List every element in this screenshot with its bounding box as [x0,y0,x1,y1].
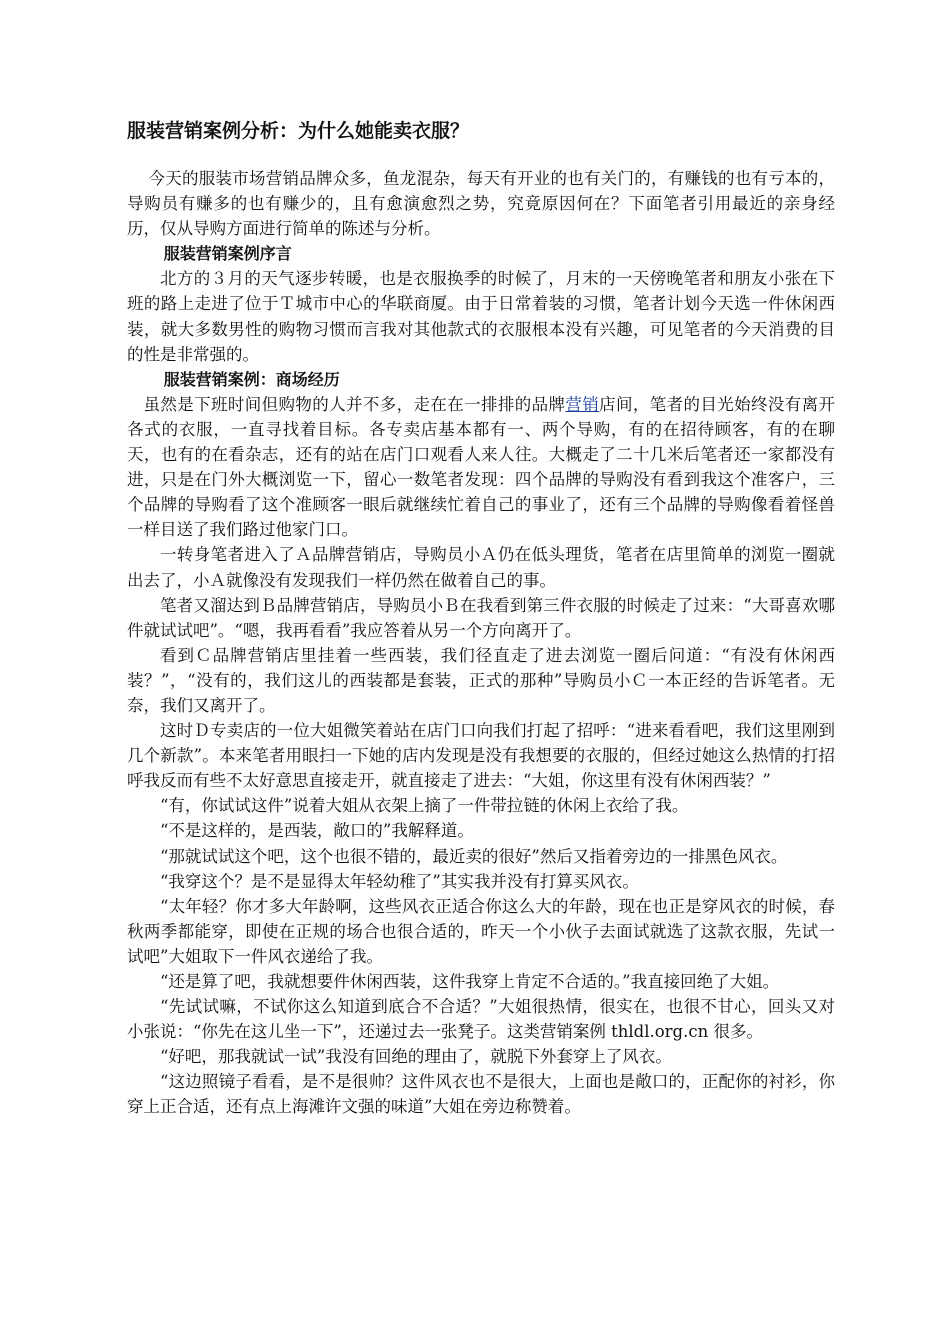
paragraph: 看到Ｃ品牌营销店里挂着一些西装，我们径直走了进去浏览一圈后问道：“有没有休闲西装？”，“没有的，我们这儿的西装都是套装，正式的那种”导购员小Ｃ一本正经的告诉笔者。无奈，我们又离开了。 [127,645,835,715]
intro-paragraph: 今天的服装市场营销品牌众多，鱼龙混杂，每天有开业的也有关门的，有赚钱的也有亏本的，导购员有赚多的也有赚少的，且有愈演愈烈之势，究竟原因何在？下面笔者引用最近的亲身经历，仅从导购方面进行简单的陈述与分析。 [127,169,835,239]
paragraph: 一转身笔者进入了Ａ品牌营销店，导购员小Ａ仍在低头理货，笔者在店里简单的浏览一圈就出去了，小Ａ就像没有发现我们一样仍然在做着自己的事。 [127,545,835,590]
paragraph-text: 店间，笔者的目光始终没有离开各式的衣服，一直寻找着目标。各专卖店基本都有一、两个导购，有的在招待顾客，有的在聊天，也有的在看杂志，还有的站在店门口观看人来人往。大概走了二十几米后笔者还一家都没有进，只是在门外大概浏览一下，留心一数笔者发现：四个品牌的导购没有看到我这个准客户，三个品牌的导购看了这个准顾客一眼后就继续忙着自己的事业了，还有三个品牌的导购像看着怪兽一样目送了我们路过他家门口。 [127,394,835,540]
paragraph: “这边照镜子看看，是不是很帅？这件风衣也不是很大，上面也是敞口的，正配你的衬衫，你穿上正合适，还有点上海滩许文强的味道”大姐在旁边称赞着。 [127,1072,835,1117]
marketing-link[interactable]: 营销 [565,394,600,414]
section-heading-preface: 服装营销案例序言 [163,244,292,264]
paragraph: “太年轻？你才多大年龄啊，这些风衣正适合你这么大的年龄，现在也正是穿风衣的时候，春秋两季都能穿，即使在正规的场合也很合适的，昨天一个小伙子去面试就选了这款衣服，先试一试吧”大姐取下一件风衣递给了我。 [127,896,835,966]
paragraph: “我穿这个？是不是显得太年轻幼稚了”其实我并没有打算买风衣。 [160,871,639,891]
paragraph: 笔者又溜达到Ｂ品牌营销店，导购员小Ｂ在我看到第三件衣服的时候走了过来：“大哥喜欢哪件就试试吧”。“嗯，我再看看”我应答着从另一个方向离开了。 [127,595,835,640]
document-title: 服装营销案例分析：为什么她能卖衣服？ [127,120,470,142]
paragraph: “还是算了吧，我就想要件休闲西装，这件我穿上肯定不合适的。”我直接回绝了大姐。 [160,972,780,991]
paragraph: 北方的３月的天气逐步转暖，也是衣服换季的时候了，月末的一天傍晚笔者和朋友小张在下班的路上走进了位于Ｔ城市中心的华联商厦。由于日常着装的习惯，笔者计划今天选一件休闲西装，就大多数男性的购物习惯而言我对其他款式的衣服根本没有兴趣，可见笔者的今天消费的目的性是非常强的。 [127,269,835,364]
paragraph: “那就试试这个吧，这个也很不错的，最近卖的很好”然后又指着旁边的一排黑色风衣。 [160,846,788,866]
paragraph: “不是这样的，是西装，敞口的”我解释道。 [160,821,474,841]
paragraph: 这时Ｄ专卖店的一位大姐微笑着站在店门口向我们打起了招呼：“进来看看吧，我们这里刚到几个新款”。本来笔者用眼扫一下她的店内发现是没有我想要的衣服的，但经过她这么热情的打招呼我反而有些不太好意思直接走开，就直接走了进去：“大姐，你这里有没有休闲西装？” [127,721,835,791]
section-heading-mall: 服装营销案例：商场经历 [163,369,340,389]
paragraph-text: 虽然是下班时间但购物的人并不多，走在在一排排的品牌 [143,394,566,414]
paragraph: “先试试嘛，不试你这么知道到底合不合适？”大姐很热情，很实在，也很不甘心，回头又对小张说：“你先在这儿坐一下”，还递过去一张凳子。这类营销案例 thldl.org.cn 很多。 [127,997,835,1042]
document-page [127,118,835,1120]
paragraph [127,392,835,543]
paragraph: “好吧，那我就试一试”我没有回绝的理由了，就脱下外套穿上了风衣。 [160,1047,672,1067]
paragraph: “有，你试试这件”说着大姐从衣架上摘了一件带拉链的休闲上衣给了我。 [160,796,689,816]
